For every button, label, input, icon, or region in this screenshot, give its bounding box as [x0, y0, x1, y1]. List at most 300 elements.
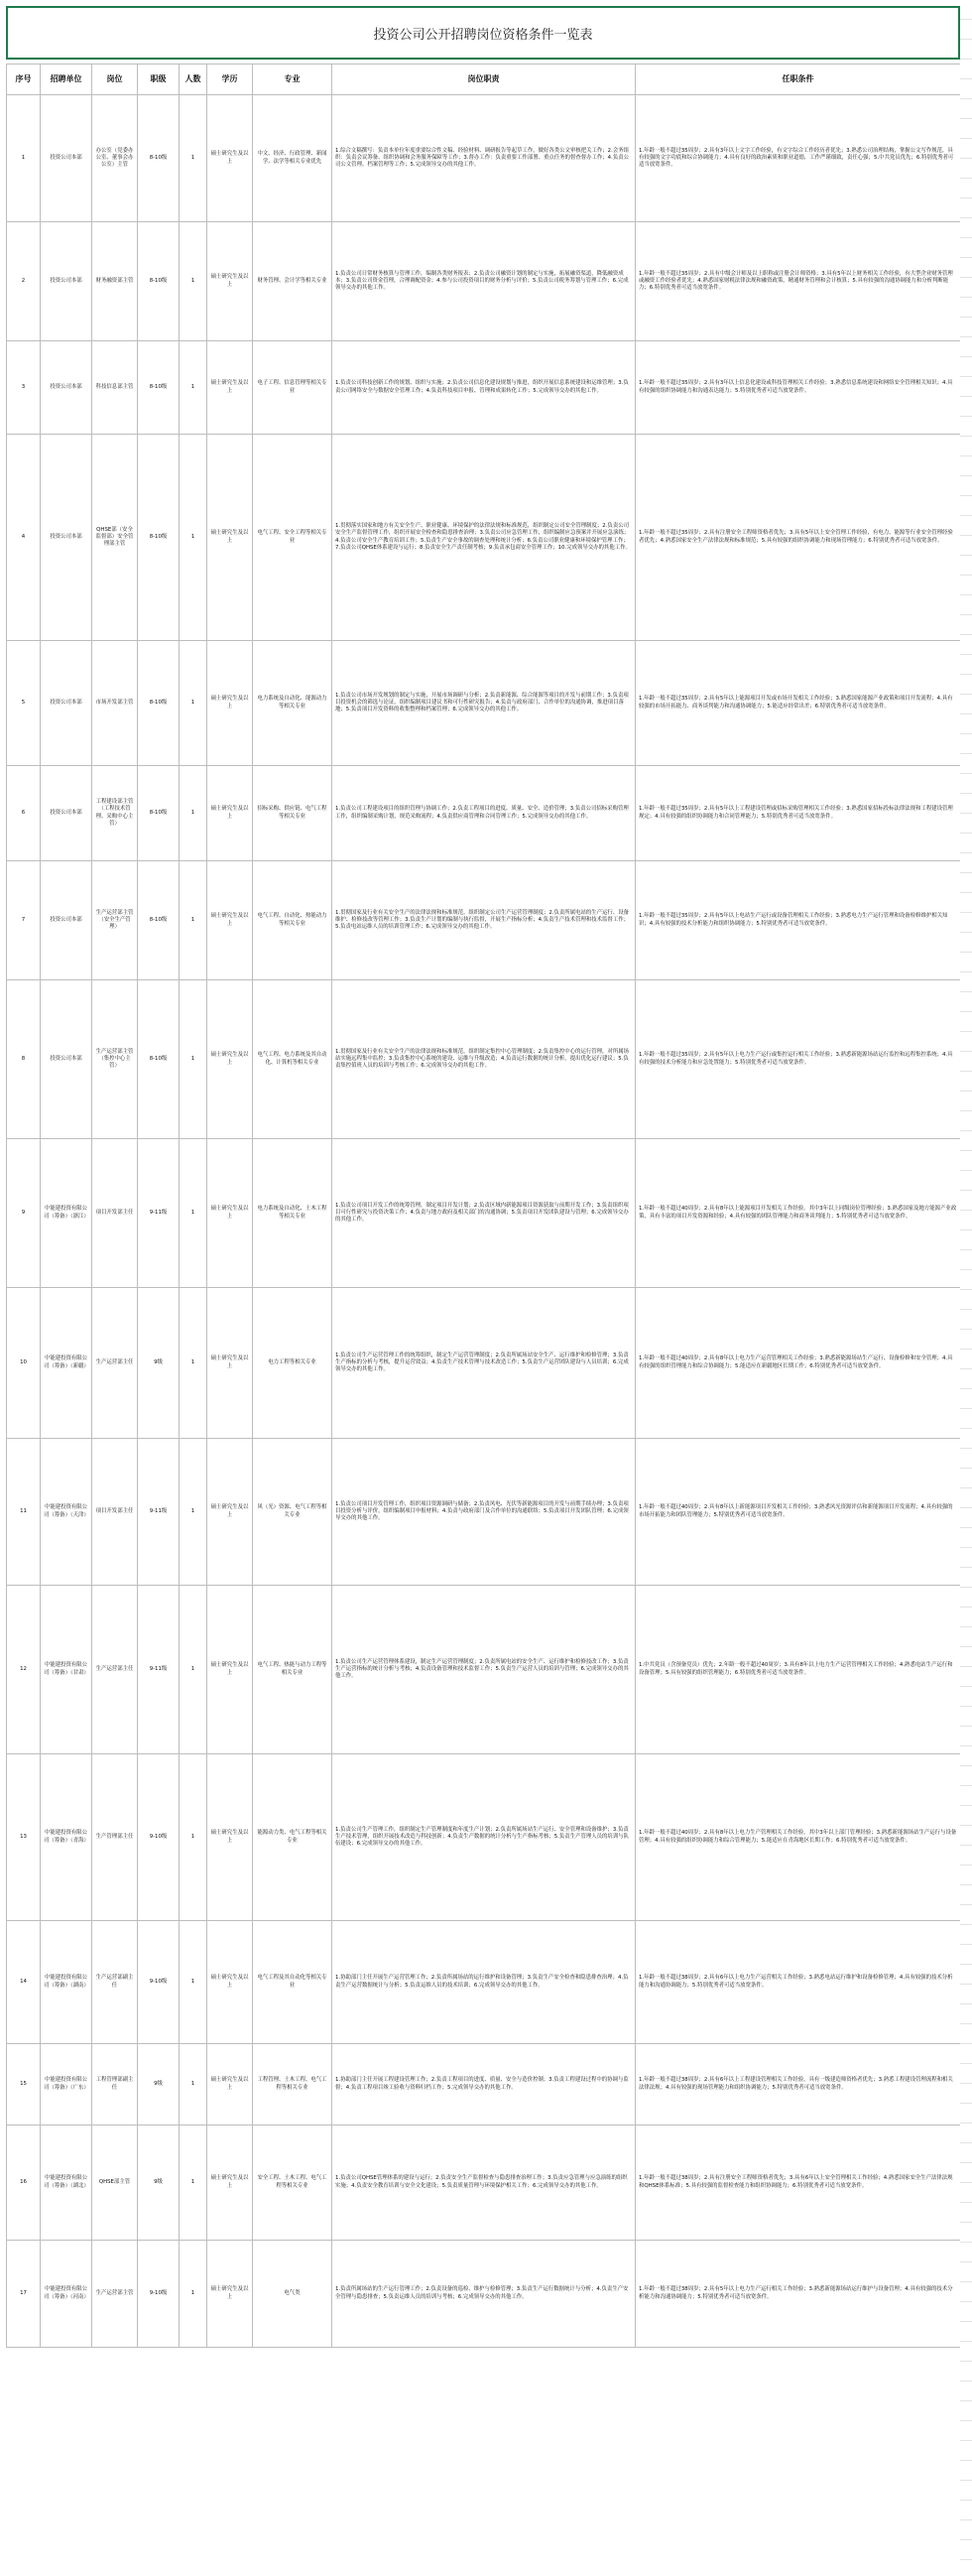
post-level: 9级 [154, 2178, 163, 2185]
education: 硕士研究生及以上 [210, 1052, 249, 1066]
post-name: 生产运营部主管 [95, 2289, 134, 2296]
post-level: 8-10级 [149, 1055, 168, 1062]
major-cell [253, 2241, 332, 2348]
post-name-cell [92, 2241, 138, 2348]
post-duties-cell [332, 1439, 636, 1586]
post-name-cell [92, 1586, 138, 1754]
post-duties: 1.负责公司项目开发工作的统筹管理，制定项目开发计划；2.负责区域内新能源项目资源获取与前期开发工作；3.负责组织项目可行性研究与投资决策工作；4.负责与地方政府及相关部门的沟通协调；5.负责项目开发团队建设与管理；6.完成领导交办的其他工作。 [335, 1202, 629, 1224]
header-cell: 岗位职责 [332, 64, 636, 95]
post-requirements-cell [636, 766, 961, 861]
post-name-cell [92, 95, 138, 222]
recruiting-unit: 投资公司本部 [50, 1055, 82, 1062]
post-name-cell [92, 641, 138, 766]
post-requirements-cell [636, 641, 961, 766]
recruiting-unit: 中能建投资有限公司（筹备）（浙江） [44, 1206, 89, 1220]
row-number: 11 [20, 1507, 27, 1514]
header-cell: 任职条件 [636, 64, 961, 95]
education: 硕士研究生及以上 [210, 913, 249, 927]
table-row [7, 1586, 961, 1754]
recruiting-unit: 中能建投资有限公司（筹备）（广东） [44, 2077, 89, 2091]
post-duties-cell [332, 2241, 636, 2348]
major-cell [253, 1754, 332, 1921]
education: 硕士研究生及以上 [210, 1355, 249, 1369]
post-level-cell [138, 2044, 180, 2125]
education: 硕士研究生及以上 [210, 1662, 249, 1676]
post-level-cell [138, 2125, 180, 2241]
major-cell [253, 1586, 332, 1754]
post-name: 生产运营部主管（安全生产管理） [95, 909, 134, 931]
education: 硕士研究生及以上 [210, 696, 249, 709]
headcount: 1 [190, 2080, 195, 2087]
post-level: 9级 [154, 1358, 163, 1365]
post-duties: 1.负责公司科技创新工作的规划、组织与实施；2.负责公司信息化建设规划与推进，组织开展信息系统建设和运维管理；3.负责公司网络安全与数据安全管理工作；4.负责科技项目申报、管理和成果转化工作；5.完成领导交办的其他工作。 [335, 380, 629, 394]
table-row [7, 2241, 961, 2348]
post-name-cell [92, 1139, 138, 1288]
recruiting-unit-cell [41, 95, 92, 222]
post-requirements: 1.年龄一般不超过38周岁；2.具有5年以上电力生产运行相关工作经验；3.熟悉新能源场站运行维护与设备管理；4.具有较强的技术分析能力和沟通协调能力；5.特别优秀者可适当放宽条件。 [639, 2286, 953, 2300]
recruiting-unit: 中能建投资有限公司（筹备）（青海） [44, 1830, 89, 1844]
table-row [7, 980, 961, 1139]
major: 电气工程及其自动化等相关专业 [257, 1975, 327, 1989]
post-duties-cell [332, 1586, 636, 1754]
post-level: 8-10级 [149, 533, 168, 540]
table-row [7, 1754, 961, 1921]
post-duties: 1.综合文稿撰写：负责本单位年度重要综合性文稿、经验材料、调研报告等起草工作，做好各类公文审核把关工作；2.会务组织：负责会议筹备、组织协调和会务服务保障等工作；3.督办工作：负责重要工作部署、重点任务的督查督办工作；4.负责公司公文管理、档案管理等工作；5.完成领导交办的其他工作。 [335, 147, 629, 169]
education-cell [207, 222, 253, 341]
table-row [7, 2125, 961, 2241]
header-cell: 招聘单位 [41, 64, 92, 95]
post-level-cell [138, 861, 180, 980]
post-level-cell [138, 1439, 180, 1586]
post-duties: 1.协助部门主任开展工程建设管理工作；2.负责工程项目的进度、质量、安全与造价控制；3.负责工程建设过程中的协调与监督；4.负责工程项目竣工验收与资料归档工作；5.完成领导交办的其他工作。 [335, 2077, 629, 2091]
headcount-cell [180, 980, 207, 1139]
post-level: 9-10级 [149, 1978, 168, 1985]
education: 硕士研究生及以上 [210, 2175, 249, 2189]
major: 工程管理、土木工程、电气工程等相关专业 [257, 2077, 327, 2091]
headcount: 1 [190, 2178, 195, 2185]
post-name: 办公室（党委办公室、董事会办公室）主管 [95, 147, 134, 169]
post-level-cell [138, 980, 180, 1139]
row-number: 5 [21, 699, 26, 706]
row-number-cell [7, 222, 41, 341]
table-row [7, 861, 961, 980]
major: 电力工程等相关专业 [268, 1358, 316, 1365]
row-number: 17 [20, 2289, 27, 2296]
post-level: 9-11级 [149, 1507, 168, 1514]
education: 硕士研究生及以上 [210, 1206, 249, 1220]
post-duties: 1.负责所属场站的生产运行管理工作；2.负责设备的巡检、维护与检修管理；3.负责生产运行数据统计与分析；4.负责生产安全管理与隐患排查；5.负责运维人员的培训与考核；6.完成领导交办的其他工作。 [335, 2286, 629, 2300]
major: 安全工程、土木工程、电气工程等相关专业 [257, 2175, 327, 2189]
post-requirements: 1.年龄一般不超过40周岁；2.具有8年以上电力生产运营管理相关工作经验；3.熟悉新能源场站生产运行、设备检修和安全管理；4.具有较强的组织管理能力和综合协调能力；5.能适应在新疆地区长期工作；6.特别优秀者可适当放宽条件。 [639, 1355, 953, 1369]
table-row [7, 641, 961, 766]
row-number: 12 [20, 1665, 27, 1672]
post-duties-cell [332, 2125, 636, 2241]
row-number: 9 [21, 1209, 26, 1216]
headcount-cell [180, 1139, 207, 1288]
row-number-cell [7, 2125, 41, 2241]
post-name: 项目开发部主任 [95, 1507, 134, 1514]
post-name: 生产运营部副主任 [95, 1975, 134, 1989]
major-cell [253, 766, 332, 861]
post-requirements-cell [636, 1288, 961, 1439]
post-name: QHSE部（安全监督部）安全管理部主管 [95, 526, 134, 548]
recruiting-unit: 中能建投资有限公司（筹备）（湖北） [44, 2175, 89, 2189]
headcount-cell [180, 1754, 207, 1921]
headcount: 1 [190, 2289, 195, 2296]
headcount: 1 [190, 1507, 195, 1514]
row-number-cell [7, 1439, 41, 1586]
education: 硕士研究生及以上 [210, 1504, 249, 1518]
education: 硕士研究生及以上 [210, 806, 249, 820]
header-cell: 人数 [180, 64, 207, 95]
education-cell [207, 1754, 253, 1921]
post-requirements: 1.年龄一般不超过35周岁；2.具有5年以上能源项目开发或市场开发相关工作经验；3.熟悉国家能源产业政策和项目开发流程；4.具有较强的市场开拓能力、商务谈判能力和沟通协调能力；5.能适应经常出差；6.特别优秀者可适当放宽条件。 [639, 696, 953, 709]
table-row [7, 1439, 961, 1586]
post-level-cell [138, 2241, 180, 2348]
post-level-cell [138, 1586, 180, 1754]
post-duties: 1.负责公司生产管理工作，组织制定生产管理制度和年度生产计划；2.负责所属场站生产运行、安全管理和设备维护；3.负责生产技术管理，组织开展技术改造与科技创新；4.负责生产数据的统计分析与生产指标考核；5.负责生产管理人员的培训与队伍建设；6.完成领导交办的其他工作。 [335, 1826, 629, 1848]
major-cell [253, 95, 332, 222]
post-level: 9级 [154, 2080, 163, 2087]
post-requirements: 1.年龄一般不超过35周岁；2.具有5年以上工程建设管理或招标采购管理相关工作经验；3.熟悉国家招标投标法律法规和工程建设管理规定；4.具有较强的组织协调能力和合同管理能力；5.特别优秀者可适当放宽条件。 [639, 806, 953, 820]
post-requirements-cell [636, 1754, 961, 1921]
post-level-cell [138, 341, 180, 435]
post-requirements: 1.年龄一般不超过35周岁；2.具有中级会计师及以上职称或注册会计师资格；3.具有5年以上财务相关工作经验，有大型企业财务管理或融资工作经验者优先；4.熟悉国家财税法律法规和融资政策，精通财务管理和会计核算；5.具有较强的沟通协调能力和分析判断能力；6.特别优秀者可适当放宽条件。 [639, 270, 953, 292]
education: 硕士研究生及以上 [210, 1975, 249, 1989]
post-duties: 1.负责公司工程建设项目的组织管理与协调工作；2.负责工程项目的进度、质量、安全、造价管理；3.负责公司招标采购管理工作，组织编制采购计划，规范采购流程；4.负责供应商管理和合同管理工作；5.完成领导交办的其他工作。 [335, 806, 629, 820]
major: 电子工程、信息管理等相关专业 [257, 380, 327, 394]
major-cell [253, 2125, 332, 2241]
major-cell [253, 1139, 332, 1288]
major: 招标采购、供应链、电气工程等相关专业 [257, 806, 327, 820]
row-number: 10 [20, 1358, 27, 1365]
post-name: 科技信息部主管 [95, 383, 134, 390]
education-cell [207, 861, 253, 980]
table-row [7, 341, 961, 435]
post-requirements: 1.年龄一般不超过38周岁；2.具有6年以上电力生产运营相关工作经验；3.熟悉电站运行维护和设备检修管理；4.具有较强的技术分析能力和沟通协调能力；5.特别优秀者可适当放宽条件。 [639, 1975, 953, 1989]
headcount: 1 [190, 916, 195, 923]
headcount-cell [180, 222, 207, 341]
education-cell [207, 1439, 253, 1586]
post-duties-cell [332, 1139, 636, 1288]
major: 财务管理、会计学等相关专业 [257, 277, 327, 284]
post-name-cell [92, 341, 138, 435]
recruiting-unit-cell [41, 2125, 92, 2241]
post-duties: 1.贯彻国家及行业有关安全生产的法律法规和标准规范，组织制定集控中心管理制度；2.负责集控中心的运行管理，对所属场站实施远程集中监控；3.负责集控中心系统的建设、运维与升级改造；4.负责运行数据的统计分析，提出优化运行建议；5.负责集控值班人员的培训与考核工作；6.完成领导交办的其他工作。 [335, 1048, 629, 1070]
post-requirements: 1.年龄一般不超过35周岁；2.具有5年以上电站生产运行或设备管理相关工作经验；3.熟悉电力生产运行管理和设备检修维护相关知识；4.具有较强的技术分析能力和组织协调能力；5.特别优秀者可适当放宽条件。 [639, 913, 948, 927]
row-number-cell [7, 861, 41, 980]
recruiting-unit-cell [41, 1439, 92, 1586]
education-cell [207, 2241, 253, 2348]
recruiting-unit: 投资公司本部 [50, 383, 82, 390]
headcount-cell [180, 641, 207, 766]
headcount-cell [180, 341, 207, 435]
row-number: 16 [20, 2178, 27, 2185]
education-cell [207, 1139, 253, 1288]
post-name-cell [92, 766, 138, 861]
post-name: 工程管理部副主任 [95, 2077, 134, 2091]
recruiting-unit: 投资公司本部 [50, 699, 82, 706]
post-requirements-cell [636, 1921, 961, 2044]
headcount: 1 [190, 383, 195, 390]
headcount: 1 [190, 1833, 195, 1840]
post-name-cell [92, 435, 138, 641]
header-cell: 岗位 [92, 64, 138, 95]
headcount: 1 [190, 1358, 195, 1365]
header-cell: 学历 [207, 64, 253, 95]
post-duties-cell [332, 980, 636, 1139]
row-number: 3 [21, 383, 26, 390]
post-requirements-cell [636, 435, 961, 641]
post-name: 项目开发部主任 [95, 1209, 134, 1216]
major: 电气工程、安全工程等相关专业 [257, 530, 327, 544]
table-row [7, 1288, 961, 1439]
post-requirements: 1.年龄一般不超过35周岁；2.具有3年以上文字工作经验，有文字综合工作经历者优先；3.熟悉公司治理结构，掌握公文写作规范，具有较强的文字功底和综合协调能力；4.具有良好的政治素质和职业道德，工作严谨细致，责任心强；5.中共党员优先；6.特别优秀者可适当放宽条件。 [639, 147, 954, 169]
headcount: 1 [190, 699, 195, 706]
row-number-cell [7, 980, 41, 1139]
recruiting-unit-cell [41, 641, 92, 766]
headcount-cell [180, 1586, 207, 1754]
post-level-cell [138, 641, 180, 766]
row-number: 13 [20, 1833, 27, 1840]
post-requirements-cell [636, 1139, 961, 1288]
post-duties: 1.负责公司生产运营管理工作的统筹组织，制定生产运营管理制度；2.负责所属场站安全生产、运行维护和检修管理；3.负责生产指标的分析与考核，提升运营效益；4.负责生产技术管理与技术改造工作；5.负责生产运营团队建设与人员培训；6.完成领导交办的其他工作。 [335, 1352, 629, 1373]
post-level: 8-10级 [149, 154, 168, 161]
education: 硕士研究生及以上 [210, 2077, 249, 2091]
recruiting-unit-cell [41, 341, 92, 435]
post-duties: 1.贯彻落实国家和地方有关安全生产、职业健康、环境保护的法律法规和标准规范，组织制定公司安全管理制度；2.负责公司安全生产监督管理工作，组织开展安全检查和隐患排查治理；3.负责公司应急管理工作，组织编制应急预案并开展应急演练；4.负责公司安全生产教育培训工作；5.负责生产安全事故的调查处理和统计分析；6.负责公司职业健康和环境保护管理工作；7.负责公司QHSE体系建设与运行；8.负责安全生产责任制考核；9.负责承包商安全管理工作；10.完成领导交办的其他工作。 [335, 523, 631, 551]
recruiting-unit-cell [41, 1921, 92, 2044]
education-cell [207, 341, 253, 435]
headcount-cell [180, 435, 207, 641]
header-cell: 职级 [138, 64, 180, 95]
post-name-cell [92, 222, 138, 341]
major-cell [253, 641, 332, 766]
recruiting-unit-cell [41, 980, 92, 1139]
major-cell [253, 435, 332, 641]
post-level: 9-10级 [149, 2289, 168, 2296]
post-requirements-cell [636, 341, 961, 435]
post-requirements: 1.年龄一般不超过35周岁；2.具有5年以上电力生产运行或集控运行相关工作经验；3.熟悉新能源场站运行监控和远程集控系统；4.具有较强的技术分析能力和应急处置能力；5.特别优秀者可适当放宽条件。 [639, 1052, 953, 1066]
row-number-cell [7, 2044, 41, 2125]
post-level-cell [138, 1921, 180, 2044]
post-level-cell [138, 95, 180, 222]
table-row [7, 222, 961, 341]
row-number-cell [7, 1754, 41, 1921]
post-level-cell [138, 1139, 180, 1288]
post-name: 财务融资部主管 [95, 277, 134, 284]
recruiting-unit-cell [41, 1754, 92, 1921]
post-duties-cell [332, 861, 636, 980]
post-level: 9-10级 [149, 1833, 168, 1840]
post-level-cell [138, 766, 180, 861]
headcount-cell [180, 766, 207, 861]
row-number-cell [7, 641, 41, 766]
post-name: 生产运营部主任 [95, 1358, 134, 1365]
major-cell [253, 1288, 332, 1439]
row-number-cell [7, 2241, 41, 2348]
education-cell [207, 980, 253, 1139]
post-duties-cell [332, 341, 636, 435]
post-duties: 1.负责公司QHSE管理体系的建设与运行；2.负责安全生产监督检查与隐患排查治理工作；3.负责应急管理与应急演练的组织实施；4.负责安全教育培训与安全文化建设；5.负责质量管理与环境保护相关工作；6.完成领导交办的其他工作。 [335, 2175, 628, 2189]
post-requirements-cell [636, 1586, 961, 1754]
recruiting-unit-cell [41, 2241, 92, 2348]
post-duties-cell [332, 1754, 636, 1921]
post-duties: 1.负责公司项目开发管理工作，组织项目资源调研与储备；2.负责风电、光伏等新能源项目的开发与前期手续办理；3.负责项目投资分析与评价，组织编制项目申报材料；4.负责与政府部门及合作单位的沟通联络；5.负责项目开发团队管理；6.完成领导交办的其他工作。 [335, 1500, 629, 1522]
education-cell [207, 2125, 253, 2241]
row-number: 14 [20, 1978, 27, 1985]
post-level: 8-10级 [149, 916, 168, 923]
post-level: 8-10级 [149, 383, 168, 390]
recruiting-unit-cell [41, 1139, 92, 1288]
post-duties-cell [332, 766, 636, 861]
post-level: 9-11级 [149, 1209, 168, 1216]
education-cell [207, 435, 253, 641]
post-level-cell [138, 435, 180, 641]
header-cell: 序号 [7, 64, 41, 95]
row-number: 7 [21, 916, 26, 923]
header-cell: 专业 [253, 64, 332, 95]
education-cell [207, 1288, 253, 1439]
table-title: 投资公司公开招聘岗位资格条件一览表 [6, 6, 960, 60]
post-duties-cell [332, 1921, 636, 2044]
education-cell [207, 1921, 253, 2044]
post-duties-cell [332, 222, 636, 341]
education: 硕士研究生及以上 [210, 151, 249, 165]
header-row [7, 64, 961, 95]
major: 电气工程、热能与动力工程等相关专业 [257, 1662, 327, 1676]
education-cell [207, 2044, 253, 2125]
post-requirements: 1.年龄一般不超过40周岁；2.具有8年以上能源项目开发相关工作经验，其中3年以上同级岗位管理经验；3.熟悉国家及地方能源产业政策，具有丰富的项目开发资源和经验；4.具有较强的团队管理能力和商务谈判能力；5.特别优秀者可适当放宽条件。 [639, 1206, 957, 1220]
row-number: 15 [20, 2080, 27, 2087]
headcount-cell [180, 1288, 207, 1439]
row-number: 8 [21, 1055, 26, 1062]
recruiting-unit-cell [41, 222, 92, 341]
row-number: 4 [21, 533, 26, 540]
recruiting-unit: 投资公司本部 [50, 916, 82, 923]
post-requirements: 1.年龄一般不超过38周岁；2.具有6年以上工程建设管理相关工作经验，具有一级建造师资格者优先；3.熟悉工程建设管理流程和相关法律法规；4.具有较强的现场管理能力和组织协调能力；5.特别优秀者可适当放宽条件。 [639, 2077, 953, 2091]
post-requirements: 1.年龄一般不超过40周岁；2.具有8年以上电力生产管理相关工作经验，其中3年以上部门管理经验；3.熟悉新能源场站生产运行与设备管理；4.具有较强的组织协调能力和综合管理能力；5.能适应在青海地区长期工作；6.特别优秀者可适当放宽条件。 [639, 1830, 957, 1844]
post-duties: 1.负责公司市场开发规划的制定与实施，开展市场调研与分析；2.负责新能源、综合能源等项目的开发与前期工作；3.负责项目投资机会的筛选与论证，组织编制项目建议书和可行性研究报告；4.负责与政府部门、合作单位的沟通协调，推进项目落地；5.负责项目开发资料的收集整理和档案管理；6.完成领导交办的其他工作。 [335, 692, 629, 713]
post-duties: 1.协助部门主任开展生产运营管理工作；2.负责所属场站的运行维护和设备管理；3.负责生产安全检查和隐患排查治理；4.负责生产运营数据统计与分析；5.负责运维人员的技术培训；6.完成领导交办的其他工作。 [335, 1975, 629, 1989]
headcount-cell [180, 861, 207, 980]
recruiting-unit: 中能建投资有限公司（筹备）（河南） [44, 2286, 89, 2300]
post-level-cell [138, 1754, 180, 1921]
table-row [7, 95, 961, 222]
education: 硕士研究生及以上 [210, 274, 249, 288]
table-row [7, 1139, 961, 1288]
row-number-cell [7, 435, 41, 641]
post-name-cell [92, 1439, 138, 1586]
recruiting-unit-cell [41, 1586, 92, 1754]
recruiting-unit: 中能建投资有限公司（筹备）（新疆） [44, 1355, 89, 1369]
recruiting-unit: 投资公司本部 [50, 533, 82, 540]
post-name: 工程建设部主管（工程技术管理、采购中心主管） [95, 799, 134, 827]
education-cell [207, 766, 253, 861]
major: 电气类 [284, 2289, 301, 2296]
major-cell [253, 2044, 332, 2125]
major: 电力系统及自动化、能源动力等相关专业 [257, 696, 327, 709]
post-name-cell [92, 2044, 138, 2125]
row-number: 6 [21, 809, 26, 816]
post-requirements-cell [636, 861, 961, 980]
recruiting-unit: 投资公司本部 [50, 277, 82, 284]
post-name: 市场开发部主管 [95, 699, 134, 706]
post-name-cell [92, 1754, 138, 1921]
headcount: 1 [190, 1209, 195, 1216]
recruiting-unit: 投资公司本部 [50, 154, 82, 161]
recruiting-unit: 投资公司本部 [50, 809, 82, 816]
major-cell [253, 980, 332, 1139]
major: 中文、经济、行政管理、新闻学、法学等相关专业优先 [257, 151, 327, 165]
major-cell [253, 1921, 332, 2044]
sheet-gridlines [960, 0, 972, 2576]
table-row [7, 435, 961, 641]
headcount-cell [180, 95, 207, 222]
post-duties-cell [332, 435, 636, 641]
row-number-cell [7, 341, 41, 435]
headcount-cell [180, 2241, 207, 2348]
row-number-cell [7, 1139, 41, 1288]
post-name-cell [92, 2125, 138, 2241]
post-requirements-cell [636, 2044, 961, 2125]
recruiting-unit: 中能建投资有限公司（筹备）（湖南） [44, 1975, 89, 1989]
post-level: 9-11级 [149, 1665, 168, 1672]
recruiting-unit: 中能建投资有限公司（筹备）（甘肃） [44, 1662, 89, 1676]
table-row [7, 1921, 961, 2044]
headcount-cell [180, 1439, 207, 1586]
post-duties: 1.贯彻国家及行业有关安全生产的法律法规和标准规范，组织制定公司生产运营管理制度；2.负责所属电站的生产运行、设备维护、检修技改等管理工作；3.负责生产计划的编制与执行监督，开展生产指标分析；4.负责生产技术管理和技术监督工作；5.负责电站运维人员的培训管理工作；6.完成领导交办的其他工作。 [335, 909, 629, 931]
headcount: 1 [190, 154, 195, 161]
post-requirements: 1.年龄一般不超过35周岁；2.具有注册安全工程师资格者优先；3.具有5年以上安全管理工作经验，有电力、能源等行业安全管理经验者优先；4.熟悉国家安全生产法律法规和标准规范；5.具有较强的组织协调能力和现场管理能力；6.特别优秀者可适当放宽条件。 [639, 530, 953, 544]
post-name-cell [92, 1288, 138, 1439]
post-duties: 1.负责公司日常财务核算与管理工作，编制各类财务报表；2.负责公司融资计划的制定与实施，拓展融资渠道，降低融资成本；3.负责公司资金管理，合理调配资金；4.参与公司投资项目的财务分析与评价；5.负责公司税务筹划与管理工作；6.完成领导交办的其他工作。 [335, 270, 629, 292]
row-number-cell [7, 1921, 41, 2044]
headcount: 1 [190, 1978, 195, 1985]
row-number: 1 [21, 154, 26, 161]
major-cell [253, 222, 332, 341]
major: 电气工程、电力系统及其自动化、计算机等相关专业 [257, 1052, 327, 1066]
post-requirements-cell [636, 980, 961, 1139]
major: 电力系统及自动化、土木工程等相关专业 [257, 1206, 327, 1220]
post-requirements-cell [636, 1439, 961, 1586]
row-number-cell [7, 1586, 41, 1754]
education-cell [207, 641, 253, 766]
education: 硕士研究生及以上 [210, 380, 249, 394]
recruiting-unit-cell [41, 766, 92, 861]
education: 硕士研究生及以上 [210, 530, 249, 544]
recruiting-unit-cell [41, 435, 92, 641]
post-level: 8-10级 [149, 277, 168, 284]
post-name: QHSE部主管 [98, 2178, 131, 2185]
row-number-cell [7, 1288, 41, 1439]
major: 能源动力类、电气工程等相关专业 [257, 1830, 327, 1844]
post-duties-cell [332, 641, 636, 766]
post-requirements-cell [636, 95, 961, 222]
major-cell [253, 1439, 332, 1586]
recruitment-table [6, 64, 961, 2348]
post-name: 生产管理部主任 [95, 1833, 134, 1840]
post-name-cell [92, 861, 138, 980]
post-name-cell [92, 1921, 138, 2044]
post-requirements: 1.年龄一般不超过35周岁；2.具有3年以上信息化建设或科技管理相关工作经验；3.熟悉信息系统建设和网络安全管理相关知识；4.具有较强的组织协调能力和沟通表达能力；5.特别优秀者可适当放宽条件。 [639, 380, 953, 394]
post-level: 8-10级 [149, 699, 168, 706]
headcount-cell [180, 1921, 207, 2044]
post-name: 生产运营部主管（集控中心主管） [95, 1048, 134, 1070]
post-requirements-cell [636, 2241, 961, 2348]
education: 硕士研究生及以上 [210, 2286, 249, 2300]
major: 风（光）资源、电气工程等相关专业 [257, 1504, 327, 1518]
